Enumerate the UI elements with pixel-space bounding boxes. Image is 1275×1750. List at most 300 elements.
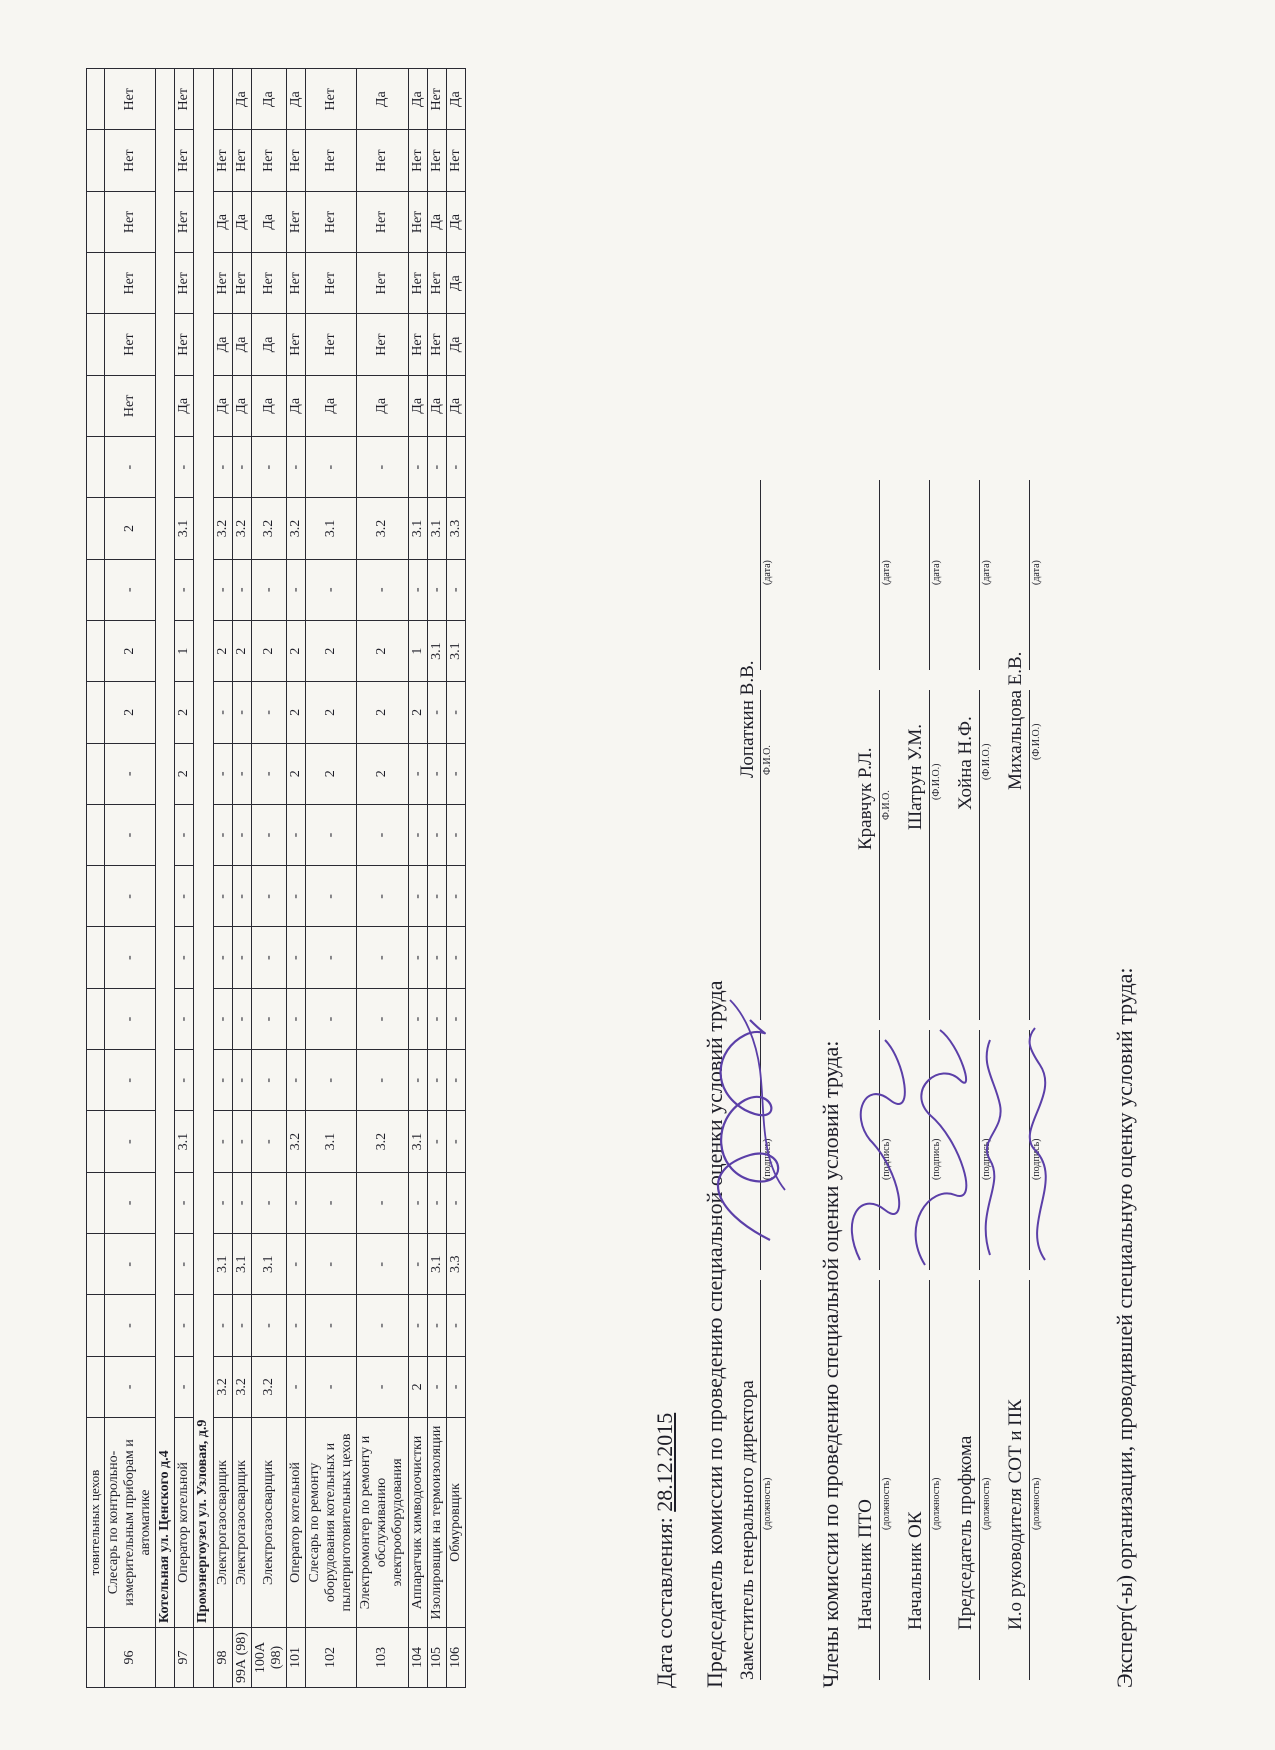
- member-signature-caption: (подпись): [981, 1138, 992, 1180]
- cell-value: Нет: [305, 314, 356, 375]
- cell-value: Да: [357, 375, 408, 436]
- cell-value: 3.2: [213, 498, 232, 559]
- cell-value: -: [427, 437, 446, 498]
- cell-value: [87, 620, 105, 681]
- cell-value: 2: [357, 620, 408, 681]
- cell-value: 3.1: [251, 1234, 286, 1295]
- cell-profession: Изолировщик на термоизоляции: [427, 1418, 446, 1628]
- cell-value: -: [251, 927, 286, 988]
- cell-num: 101: [286, 1628, 305, 1688]
- member-date-rule: [1029, 480, 1030, 670]
- member-position-caption: (должность): [1031, 1477, 1042, 1530]
- member-name-rule: [979, 690, 980, 1020]
- section-title: Промэнергоузел ул. Узловая, д.9: [194, 69, 213, 1628]
- cell-value: 3.1: [305, 1111, 356, 1172]
- cell-value: [87, 1234, 105, 1295]
- cell-value: Да: [305, 375, 356, 436]
- cell-value: -: [446, 1050, 465, 1111]
- member-signature-caption: (подпись): [881, 1138, 892, 1180]
- cell-value: [87, 1172, 105, 1233]
- cell-value: Да: [446, 69, 465, 130]
- cell-value: -: [305, 559, 356, 620]
- cell-value: 3.2: [251, 498, 286, 559]
- cell-value: [87, 130, 105, 191]
- cell-value: -: [251, 682, 286, 743]
- cell-value: -: [305, 866, 356, 927]
- cell-value: [87, 498, 105, 559]
- cell-value: -: [213, 988, 232, 1049]
- member-name-rule: [1029, 690, 1030, 1020]
- chairman-position-caption: (должность): [762, 1477, 773, 1530]
- cell-value: -: [446, 437, 465, 498]
- cell-value: 3.2: [232, 1356, 251, 1417]
- cell-value: Да: [213, 314, 232, 375]
- date-label: Дата составления:: [652, 1517, 677, 1688]
- cell-value: Нет: [305, 130, 356, 191]
- cell-value: Нет: [213, 253, 232, 314]
- cell-value: -: [427, 682, 446, 743]
- cell-num: 102: [305, 1628, 356, 1688]
- cell-value: Да: [427, 375, 446, 436]
- cell-value: -: [213, 804, 232, 865]
- cell-value: -: [213, 866, 232, 927]
- cell-value: -: [305, 988, 356, 1049]
- cell-value: 3.2: [213, 1356, 232, 1417]
- table-body: [87, 69, 466, 1688]
- cell-value: -: [213, 1050, 232, 1111]
- cell-value: [87, 375, 105, 436]
- table-row: [87, 69, 105, 1688]
- cell-value: -: [357, 559, 408, 620]
- cell-value: 3.1: [213, 1234, 232, 1295]
- cell-value: -: [446, 988, 465, 1049]
- cell-value: -: [232, 743, 251, 804]
- cell-num: 105: [427, 1628, 446, 1688]
- cell-value: -: [251, 1295, 286, 1356]
- member-position-rule: [979, 1280, 980, 1680]
- member-name-caption: (Ф.И.О.): [981, 743, 992, 780]
- cell-value: Да: [286, 375, 305, 436]
- cell-value: -: [232, 682, 251, 743]
- cell-value: 2: [305, 682, 356, 743]
- cell-value: -: [104, 866, 155, 927]
- cell-value: [87, 804, 105, 865]
- cell-value: Да: [408, 69, 427, 130]
- cell-value: -: [446, 927, 465, 988]
- cell-value: -: [427, 559, 446, 620]
- cell-value: -: [427, 988, 446, 1049]
- cell-value: [87, 437, 105, 498]
- cell-profession: Оператор котельной: [286, 1418, 305, 1628]
- cell-value: [87, 1356, 105, 1417]
- cell-value: -: [104, 1172, 155, 1233]
- cell-profession: Аппаратчик химводоочистки: [408, 1418, 427, 1628]
- cell-value: -: [408, 927, 427, 988]
- cell-value: Нет: [357, 314, 408, 375]
- member-position-caption: (должность): [881, 1477, 892, 1530]
- assessment-table: [86, 68, 466, 1688]
- cell-value: 2: [104, 682, 155, 743]
- cell-value: -: [408, 559, 427, 620]
- cell-value: [87, 682, 105, 743]
- member-position-rule: [1029, 1280, 1030, 1680]
- cell-value: -: [305, 1356, 356, 1417]
- cell-num: 97: [175, 1628, 194, 1688]
- cell-value: -: [446, 682, 465, 743]
- cell-value: -: [104, 1111, 155, 1172]
- cell-value: -: [408, 743, 427, 804]
- cell-value: -: [175, 1356, 194, 1417]
- cell-value: 3.1: [446, 620, 465, 681]
- cell-value: -: [357, 988, 408, 1049]
- cell-value: -: [213, 743, 232, 804]
- cell-value: -: [427, 804, 446, 865]
- cell-value: 3.2: [286, 1111, 305, 1172]
- cell-value: 2: [286, 620, 305, 681]
- cell-value: [87, 866, 105, 927]
- cell-value: -: [357, 927, 408, 988]
- table-row: [305, 69, 356, 1688]
- member-signature-caption: (подпись): [931, 1138, 942, 1180]
- cell-value: -: [104, 1295, 155, 1356]
- cell-value: Нет: [427, 314, 446, 375]
- cell-value: -: [104, 927, 155, 988]
- cell-profession: Слесарь по контрольно-измерительным приборам и автоматике: [104, 1418, 155, 1628]
- cell-profession: товительных цехов: [87, 1418, 105, 1628]
- cell-value: -: [305, 1172, 356, 1233]
- cell-value: Нет: [175, 314, 194, 375]
- cell-value: -: [305, 1234, 356, 1295]
- cell-value: Нет: [357, 191, 408, 252]
- cell-value: -: [175, 1050, 194, 1111]
- cell-value: Нет: [408, 191, 427, 252]
- cell-value: -: [408, 1050, 427, 1111]
- cell-value: [87, 253, 105, 314]
- cell-value: [87, 559, 105, 620]
- members-signatures: [830, 1020, 1090, 1280]
- chairman-position-rule: [760, 1280, 761, 1680]
- cell-value: Да: [251, 375, 286, 436]
- cell-value: -: [305, 927, 356, 988]
- member-date-rule: [929, 480, 930, 670]
- chairman-heading: Председатель комиссии по проведению специальной оценки условий труда: [702, 980, 727, 1688]
- cell-value: -: [104, 1234, 155, 1295]
- chairman-date-caption: (дата): [762, 560, 773, 585]
- cell-value: Да: [251, 191, 286, 252]
- cell-profession: Электромонтер по ремонту и обслуживанию электрооборудования: [357, 1418, 408, 1628]
- member-name-caption: (Ф.И.О.): [1031, 723, 1042, 760]
- cell-value: -: [408, 988, 427, 1049]
- cell-value: -: [305, 437, 356, 498]
- cell-value: [87, 743, 105, 804]
- table-row: [232, 69, 251, 1688]
- cell-value: -: [175, 866, 194, 927]
- cell-value: Да: [232, 69, 251, 130]
- member-date-caption: (дата): [1031, 560, 1042, 585]
- cell-value: Нет: [104, 130, 155, 191]
- date-line: [652, 1413, 678, 1688]
- cell-value: -: [286, 866, 305, 927]
- cell-value: -: [357, 1050, 408, 1111]
- cell-value: 3.1: [232, 1234, 251, 1295]
- section-row: [194, 69, 213, 1688]
- cell-value: -: [104, 743, 155, 804]
- cell-value: -: [104, 804, 155, 865]
- cell-value: -: [286, 1356, 305, 1417]
- cell-value: 3.2: [286, 498, 305, 559]
- cell-value: -: [251, 559, 286, 620]
- cell-value: Нет: [175, 130, 194, 191]
- cell-value: Нет: [232, 253, 251, 314]
- cell-value: Да: [427, 191, 446, 252]
- table-row: [408, 69, 427, 1688]
- cell-value: Нет: [175, 69, 194, 130]
- cell-value: -: [213, 1295, 232, 1356]
- cell-value: -: [104, 559, 155, 620]
- cell-value: 2: [175, 743, 194, 804]
- cell-value: -: [213, 559, 232, 620]
- cell-value: -: [175, 804, 194, 865]
- cell-value: -: [446, 559, 465, 620]
- cell-value: 2: [305, 743, 356, 804]
- cell-profession: Электрогазосварщик: [232, 1418, 251, 1628]
- cell-value: -: [408, 1295, 427, 1356]
- cell-value: Нет: [286, 253, 305, 314]
- cell-value: -: [408, 866, 427, 927]
- cell-value: 2: [357, 743, 408, 804]
- members-heading: Члены комиссии по проведению специальной оценки условий труда:: [818, 1040, 843, 1688]
- cell-value: 3.2: [357, 498, 408, 559]
- cell-value: -: [427, 1111, 446, 1172]
- cell-value: 3.3: [446, 498, 465, 559]
- chairman-name: Лопаткин В.В.: [737, 660, 758, 778]
- cell-value: Нет: [232, 130, 251, 191]
- cell-value: -: [251, 437, 286, 498]
- cell-value: Да: [213, 375, 232, 436]
- cell-value: Да: [232, 191, 251, 252]
- cell-value: Нет: [104, 253, 155, 314]
- table-row: [357, 69, 408, 1688]
- cell-value: Нет: [305, 69, 356, 130]
- chairman-name-caption: Ф.И.О.: [762, 745, 773, 775]
- member-name-rule: [879, 690, 880, 1020]
- cell-value: 3.1: [175, 498, 194, 559]
- cell-value: Нет: [305, 191, 356, 252]
- cell-num: [156, 1628, 175, 1688]
- cell-value: Да: [446, 191, 465, 252]
- chairman-date-rule: [760, 480, 761, 670]
- cell-value: -: [251, 804, 286, 865]
- cell-value: 1: [175, 620, 194, 681]
- cell-value: -: [286, 804, 305, 865]
- member-position-caption: (должность): [931, 1477, 942, 1530]
- table-row: [175, 69, 194, 1688]
- member-position: Начальник ОК: [905, 1511, 926, 1630]
- cell-profession: Обмуровщик: [446, 1418, 465, 1628]
- chairman-signature-caption: (подпись): [762, 1138, 773, 1180]
- cell-num: 99А (98): [232, 1628, 251, 1688]
- cell-value: -: [286, 1172, 305, 1233]
- cell-value: -: [408, 437, 427, 498]
- date-value: 28.12.2015: [652, 1412, 677, 1512]
- table-row: [213, 69, 232, 1688]
- section-row: [156, 69, 175, 1688]
- cell-num: 100А (98): [251, 1628, 286, 1688]
- cell-value: Нет: [175, 253, 194, 314]
- cell-value: Да: [232, 314, 251, 375]
- member-position-caption: (должность): [981, 1477, 992, 1530]
- cell-value: Да: [446, 314, 465, 375]
- cell-value: -: [427, 1295, 446, 1356]
- cell-value: -: [427, 1356, 446, 1417]
- cell-value: 3.3: [446, 1234, 465, 1295]
- cell-profession: Электрогазосварщик: [213, 1418, 232, 1628]
- cell-value: Нет: [408, 253, 427, 314]
- cell-value: -: [446, 1356, 465, 1417]
- member-date-caption: (дата): [931, 560, 942, 585]
- cell-value: Нет: [251, 130, 286, 191]
- cell-value: -: [357, 437, 408, 498]
- member-name: Шатрун У.М.: [905, 723, 926, 830]
- cell-value: Нет: [104, 69, 155, 130]
- cell-value: -: [232, 927, 251, 988]
- member-position-rule: [879, 1280, 880, 1680]
- cell-num: [87, 1628, 105, 1688]
- cell-value: -: [251, 1111, 286, 1172]
- cell-value: Да: [446, 375, 465, 436]
- cell-value: -: [213, 437, 232, 498]
- cell-value: -: [357, 1172, 408, 1233]
- cell-value: -: [213, 927, 232, 988]
- expert-heading: Эксперт(-ы) организации, проводившей специальную оценку условий труда:: [1112, 967, 1137, 1688]
- cell-value: Нет: [427, 130, 446, 191]
- cell-value: Нет: [357, 130, 408, 191]
- member-name: Хойна Н.Ф.: [955, 716, 976, 810]
- cell-value: Нет: [446, 130, 465, 191]
- cell-value: -: [408, 1234, 427, 1295]
- cell-value: 2: [251, 620, 286, 681]
- cell-value: [87, 191, 105, 252]
- cell-value: Нет: [305, 253, 356, 314]
- cell-value: -: [104, 437, 155, 498]
- cell-value: 2: [104, 620, 155, 681]
- cell-value: Нет: [104, 314, 155, 375]
- cell-value: -: [232, 1050, 251, 1111]
- cell-value: -: [446, 743, 465, 804]
- member-name: Кравчук Р.Л.: [855, 747, 876, 850]
- cell-value: Нет: [357, 253, 408, 314]
- cell-value: 3.1: [408, 1111, 427, 1172]
- cell-value: 2: [408, 1356, 427, 1417]
- table-row: [427, 69, 446, 1688]
- cell-value: Нет: [427, 253, 446, 314]
- cell-value: 3.1: [427, 620, 446, 681]
- cell-value: 3.1: [427, 498, 446, 559]
- cell-value: -: [427, 927, 446, 988]
- cell-value: -: [175, 559, 194, 620]
- member-position: Начальник ПТО: [855, 1499, 876, 1630]
- cell-value: 2: [408, 682, 427, 743]
- cell-value: 3.1: [427, 1234, 446, 1295]
- member-date-caption: (дата): [981, 560, 992, 585]
- member-position: Председатель профкома: [955, 1435, 976, 1630]
- cell-value: -: [175, 437, 194, 498]
- cell-value: -: [251, 743, 286, 804]
- chairman-signature: [690, 990, 810, 1250]
- cell-value: Нет: [286, 191, 305, 252]
- cell-value: -: [104, 1050, 155, 1111]
- cell-value: [87, 1295, 105, 1356]
- cell-value: 2: [232, 620, 251, 681]
- cell-value: -: [427, 1172, 446, 1233]
- cell-value: -: [286, 437, 305, 498]
- cell-value: -: [427, 866, 446, 927]
- cell-value: Нет: [427, 69, 446, 130]
- member-position-rule: [929, 1280, 930, 1680]
- cell-value: -: [357, 866, 408, 927]
- cell-value: -: [251, 866, 286, 927]
- cell-value: -: [446, 1111, 465, 1172]
- cell-value: 3.1: [305, 498, 356, 559]
- cell-value: [87, 1111, 105, 1172]
- cell-value: 2: [286, 682, 305, 743]
- cell-value: -: [175, 988, 194, 1049]
- cell-value: -: [357, 1356, 408, 1417]
- table-row: [251, 69, 286, 1688]
- cell-value: -: [175, 1234, 194, 1295]
- cell-value: -: [286, 1234, 305, 1295]
- cell-value: -: [232, 559, 251, 620]
- cell-value: -: [251, 1172, 286, 1233]
- cell-value: Да: [408, 375, 427, 436]
- cell-num: [194, 1628, 213, 1688]
- cell-value: 2: [104, 498, 155, 559]
- cell-value: Да: [251, 69, 286, 130]
- cell-value: 2: [357, 682, 408, 743]
- member-name-caption: (Ф.И.О.): [931, 763, 942, 800]
- cell-value: -: [232, 804, 251, 865]
- cell-value: [213, 69, 232, 130]
- cell-value: Нет: [408, 314, 427, 375]
- cell-value: Нет: [286, 314, 305, 375]
- cell-value: -: [357, 1295, 408, 1356]
- cell-value: -: [286, 988, 305, 1049]
- cell-value: -: [213, 1111, 232, 1172]
- cell-value: -: [232, 988, 251, 1049]
- cell-value: Нет: [104, 375, 155, 436]
- cell-profession: Электрогазосварщик: [251, 1418, 286, 1628]
- cell-value: -: [446, 1172, 465, 1233]
- cell-value: -: [305, 1050, 356, 1111]
- cell-value: [87, 927, 105, 988]
- table-row: [446, 69, 465, 1688]
- section-title: Котельная ул. Ценского д.4: [156, 69, 175, 1628]
- member-date-caption: (дата): [881, 560, 892, 585]
- cell-value: -: [286, 559, 305, 620]
- cell-value: 3.2: [357, 1111, 408, 1172]
- cell-value: -: [408, 804, 427, 865]
- cell-value: 3.2: [251, 1356, 286, 1417]
- cell-value: Да: [251, 314, 286, 375]
- cell-value: -: [232, 1111, 251, 1172]
- cell-value: -: [286, 927, 305, 988]
- cell-value: 2: [305, 620, 356, 681]
- member-date-rule: [879, 480, 880, 670]
- cell-value: -: [286, 1295, 305, 1356]
- cell-value: 3.1: [408, 498, 427, 559]
- cell-value: -: [104, 988, 155, 1049]
- cell-value: Нет: [251, 253, 286, 314]
